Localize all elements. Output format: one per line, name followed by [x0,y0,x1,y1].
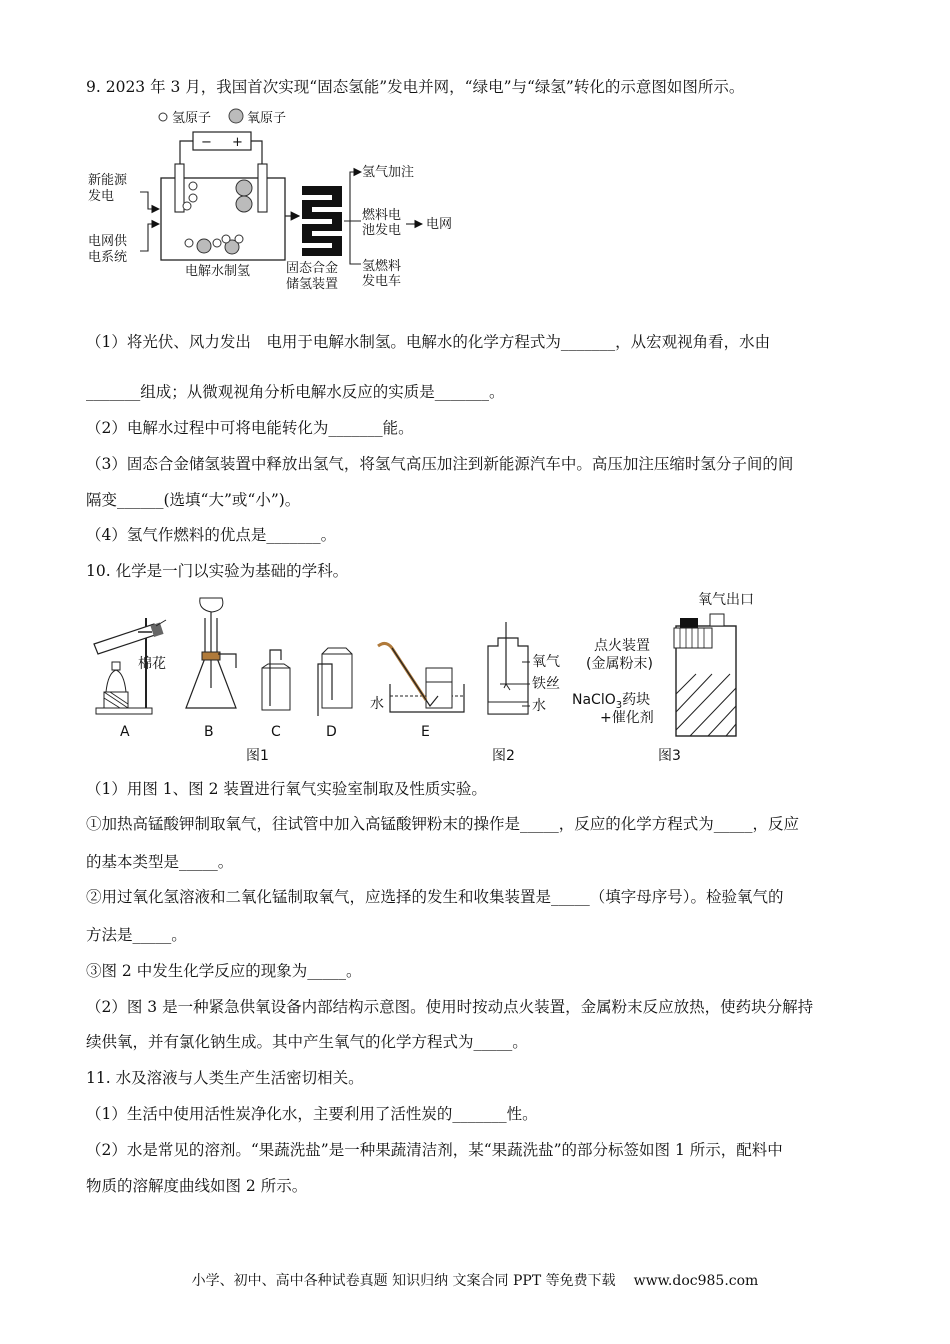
label-a: A [120,724,130,740]
block-subscript: 3 [615,700,623,711]
hydrogen-storage-icon [302,186,342,256]
q11-part1: （1）生活中使用活性炭净化水，主要利用了活性炭的_______性。 [86,1105,538,1123]
storage-line1: 固态合金 [286,261,339,276]
apparatus-d [318,648,352,740]
q10-part2-line2: 续供氧，并有氯化钠生成。其中产生氧气的化学方程式为_____。 [86,1033,528,1051]
block-label [572,692,650,711]
label-d: D [326,724,337,740]
q9-part3-line2: 隔变______(选填“大”或“小”)。 [86,491,301,509]
oxygen-outlet-label: 氧气出口 [698,592,754,608]
figure-2-iron-burning [488,622,560,764]
q10-part1: （1）用图 1、图 2 装置进行氧气实验室制取及性质实验。 [86,780,487,798]
hydrogen-atom-legend-icon [159,113,167,121]
footer-url-link[interactable]: www.doc985.com [633,1273,759,1289]
q9-part4: （4）氢气作燃料的优点是_______。 [86,526,337,544]
q9-part1-line2: _______组成；从微观视角分析电解水反应的实质是_______。 [86,383,505,401]
out-car-line1: 氢燃料 [362,259,402,274]
source2-line1: 电网供 [88,234,128,249]
water-label-fig2: 水 [532,698,546,714]
page-footer [0,1270,950,1290]
q10-item1-line2: 的基本类型是_____。 [86,853,234,871]
source1-line1: 新能源 [88,173,128,188]
figure-3-oxygen-generator [572,592,754,764]
cotton-label: 棉花 [138,656,166,672]
iron-wire-label: 铁丝 [532,676,560,692]
footer-text: 小学、初中、高中各种试卷真题 知识归纳 文案合同 PPT 等免费下载 [191,1273,616,1289]
q9-part2: （2）电解水过程中可将电能转化为_______能。 [86,419,414,437]
apparatus-e [370,643,464,740]
q9-part1-line1: （1）将光伏、风力发出 电用于电解水制氢。电解水的化学方程式为_______，从宏观视角看，水由 [86,333,771,351]
q10-item1-line1: ①加热高锰酸钾制取氧气，往试管中加入高锰酸钾粉末的操作是_____，反应的化学方程式为_____，反应 [86,815,800,833]
q11-part2-line1: （2）水是常见的溶剂。“果蔬洗盐”是一种果蔬清洁剂，某“果蔬洗盐”的部分标签如图 1 所示，配料中 [86,1141,783,1159]
water-label-e: 水 [370,696,384,712]
battery-plus: + [232,135,243,150]
q10-part2-line1: （2）图 3 是一种紧急供氧设备内部结构示意图。使用时按动点火装置，金属粉末反应放热，使药块分解持 [86,998,814,1016]
label-b: B [204,724,214,740]
oxygen-atom-legend-icon [229,109,243,123]
block-word: 药块 [622,692,651,708]
apparatus-c [262,650,290,740]
fig2-caption: 图2 [492,748,515,764]
out-grid-label: 电网 [426,217,453,232]
source1-line2: 发电 [88,189,115,204]
apparatus-b [186,598,236,740]
out-car-line2: 发电车 [362,274,402,289]
legend-h-label: 氢原子 [172,111,212,126]
q10-apparatus-figure [86,588,806,768]
q11-stem: 11. 水及溶液与人类生产生活密切相关。 [86,1069,364,1087]
out-fuel-line1: 燃料电 [362,208,402,223]
fig1-caption: 图1 [246,748,269,764]
igniter-line1: 点火装置 [594,638,650,654]
electrolysis-label: 电解水制氢 [185,264,251,279]
block-formula: NaClO [572,692,616,708]
q9-part3-line1: （3）固态合金储氢装置中释放出氢气，将氢气高压加注到新能源汽车中。高压加注压缩时氢分子间的间 [86,455,794,473]
out-fuel-line2: 池发电 [362,223,402,238]
source2-line2: 电系统 [88,250,128,265]
label-c: C [271,724,281,740]
legend-o-label: 氧原子 [247,111,287,126]
q10-item2-line1: ②用过氧化氢溶液和二氧化锰制取氧气，应选择的发生和收集装置是_____（填字母序号）。检验氧气的 [86,888,784,906]
igniter-line2: (金属粉末) [586,656,653,672]
q10-stem: 10. 化学是一门以实验为基础的学科。 [86,562,349,580]
q11-part2-line2: 物质的溶解度曲线如图 2 所示。 [86,1177,308,1195]
q10-item2-line2: 方法是_____。 [86,926,187,944]
catalyst-label: +催化剂 [600,710,654,726]
fig3-caption: 图3 [658,748,681,764]
apparatus-a [94,618,166,740]
battery-minus: − [201,135,212,150]
storage-line2: 储氢装置 [286,277,339,292]
label-e: E [421,724,430,740]
oxygen-label: 氧气 [532,654,560,670]
q10-item3: ③图 2 中发生化学反应的现象为_____。 [86,962,362,980]
q9-stem: 9. 2023 年 3 月，我国首次实现“固态氢能”发电并网，“绿电”与“绿氢”转化的示意图如图所示。 [86,78,745,96]
out-fill-label: 氢气加注 [362,165,415,180]
q9-electrolysis-diagram [86,106,466,292]
